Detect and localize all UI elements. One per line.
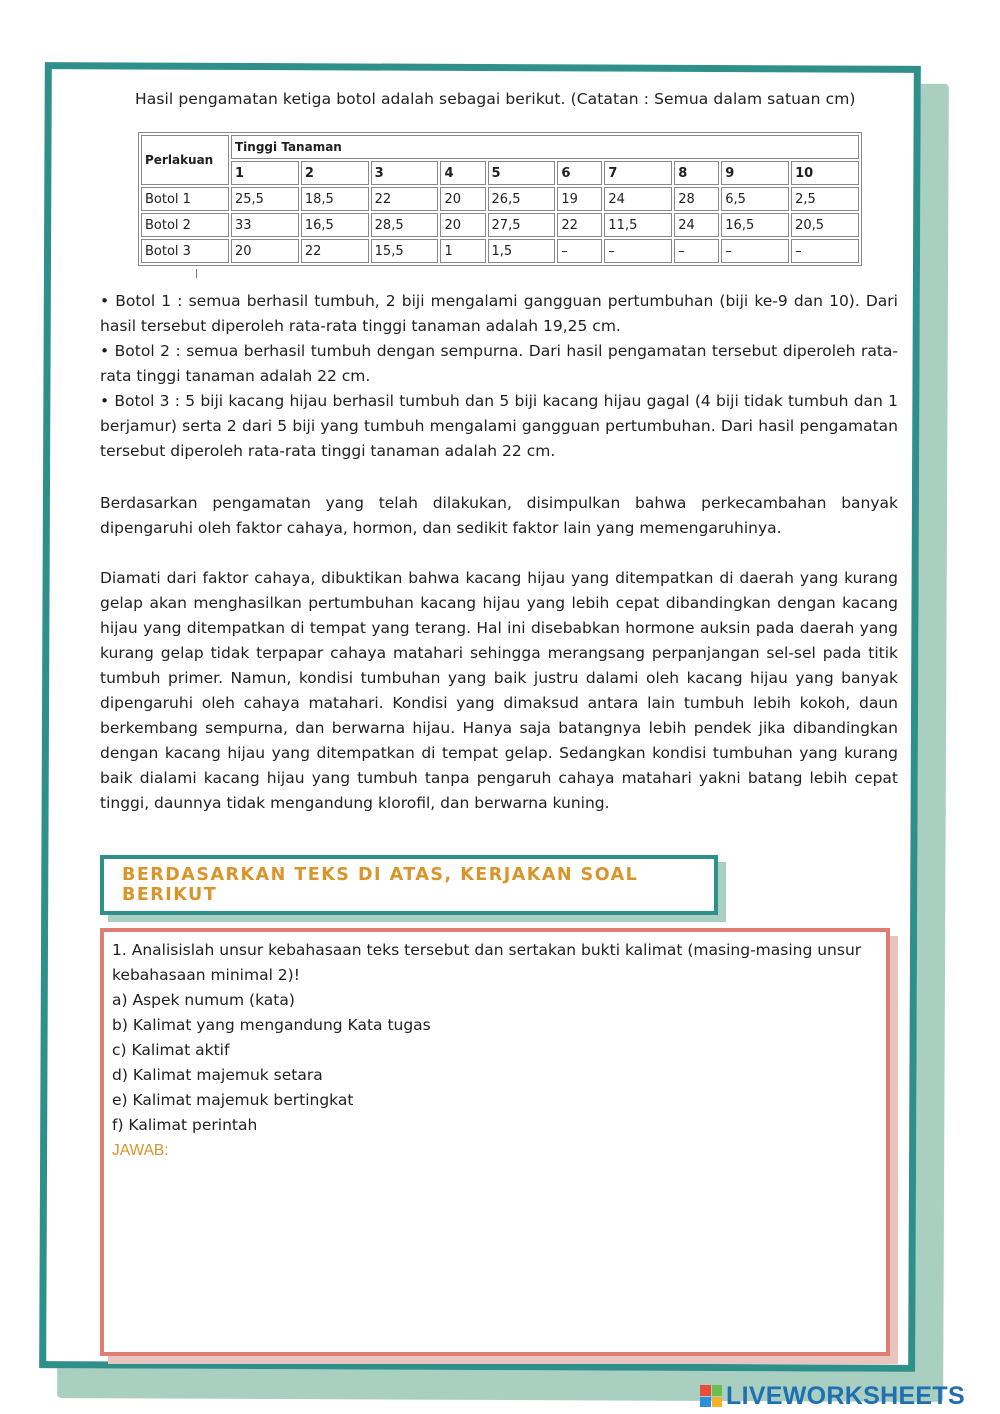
intro-text: Hasil pengamatan ketiga botol adalah sebagai berikut. (Catatan : Semua dalam satuan cm) bbox=[135, 90, 856, 108]
table-cell: – bbox=[721, 239, 789, 263]
liveworksheets-logo-icon bbox=[700, 1385, 722, 1407]
observation-table bbox=[138, 132, 862, 266]
column-header: 1 bbox=[231, 161, 299, 185]
table-cell: 16,5 bbox=[721, 213, 789, 237]
table-cell: 11,5 bbox=[604, 213, 672, 237]
table-cell: 15,5 bbox=[371, 239, 439, 263]
table-tick-mark bbox=[196, 269, 197, 278]
brand-logo bbox=[700, 1382, 965, 1410]
table-cell: 6,5 bbox=[721, 187, 789, 211]
question-item: c) Kalimat aktif bbox=[112, 1041, 230, 1059]
table-cell: 24 bbox=[604, 187, 672, 211]
brand-name: LIVEWORKSHEETS bbox=[726, 1381, 965, 1410]
answer-label: JAWAB: bbox=[112, 1142, 169, 1159]
row-label: Botol 1 bbox=[141, 187, 229, 211]
table-cell: 25,5 bbox=[231, 187, 299, 211]
table-cell: 28,5 bbox=[371, 213, 439, 237]
question-item: b) Kalimat yang mengandung Kata tugas bbox=[112, 1016, 431, 1034]
table-row bbox=[141, 213, 859, 237]
table-cell: 2,5 bbox=[791, 187, 859, 211]
table-cell: 16,5 bbox=[301, 213, 369, 237]
answer-field[interactable] bbox=[112, 1163, 878, 1383]
column-header: 2 bbox=[301, 161, 369, 185]
table-cell: 24 bbox=[674, 213, 719, 237]
table-cell: 26,5 bbox=[488, 187, 556, 211]
table-cell: 28 bbox=[674, 187, 719, 211]
table-cell: 33 bbox=[231, 213, 299, 237]
banner-text: BERDASARKAN TEKS DI ATAS, KERJAKAN SOAL BERIKUT bbox=[122, 865, 639, 905]
table-cell: 20 bbox=[440, 213, 485, 237]
column-header: 3 bbox=[371, 161, 439, 185]
table-row bbox=[141, 187, 859, 211]
question-item: f) Kalimat perintah bbox=[112, 1116, 258, 1134]
conclusion-paragraph: Berdasarkan pengamatan yang telah dilakukan, disimpulkan bahwa perkecambahan banyak dipengaruhi oleh faktor cahaya, hormon, dan sedikit faktor lain yang memengaruhinya. bbox=[100, 494, 898, 537]
table-cell: 20,5 bbox=[791, 213, 859, 237]
table-cell: 19 bbox=[557, 187, 602, 211]
bullet-botol-2: • Botol 2 : semua berhasil tumbuh dengan sempurna. Dari hasil pengamatan tersebut diperoleh rata-rata tinggi tanaman adalah 22 cm. bbox=[100, 342, 898, 385]
table-cell: 20 bbox=[440, 187, 485, 211]
question-item: a) Aspek numum (kata) bbox=[112, 991, 295, 1009]
result-bullets bbox=[100, 289, 898, 464]
row-label: Botol 3 bbox=[141, 239, 229, 263]
row-header: Perlakuan bbox=[141, 135, 229, 185]
column-header: 7 bbox=[604, 161, 672, 185]
question-item: e) Kalimat majemuk bertingkat bbox=[112, 1091, 354, 1109]
table-cell: – bbox=[604, 239, 672, 263]
table-cell: 1 bbox=[440, 239, 485, 263]
question-box bbox=[100, 928, 890, 1356]
column-header-row bbox=[141, 161, 859, 185]
column-header: 5 bbox=[488, 161, 556, 185]
question-item: d) Kalimat majemuk setara bbox=[112, 1066, 323, 1084]
table-cell: 18,5 bbox=[301, 187, 369, 211]
bullet-botol-3: • Botol 3 : 5 biji kacang hijau berhasil tumbuh dan 5 biji kacang hijau gagal (4 biji tidak tumbuh dan 1 berjamur) serta 2 dari 5 biji yang tumbuh mengalami gangguan pertumbuhan. Dari hasil pengamatan tersebut diperoleh rata-rata tinggi tanaman adalah 22 cm. bbox=[100, 392, 898, 460]
light-factor-paragraph: Diamati dari faktor cahaya, dibuktikan bahwa kacang hijau yang ditempatkan di daerah yang kurang gelap akan menghasilkan pertumbuhan kacang hijau yang lebih cepat dibandingkan dengan kacang hijau yang ditempatkan di tempat yang terang. Hal ini disebabkan hormone auksin pada daerah yang kurang gelap tidak terpapar cahaya matahari sehingga merangsang perpanjangan sel-sel pada titik tumbuh primer. Namun, kondisi tumbuhan yang baik justru dalami oleh kacang hijau yang banyak dipengaruhi oleh cahaya matahari. Kondisi yang dimaksud antara lain tumbuh lebih kokoh, daun berkembang sempurna, dan berwarna hijau. Hanya saja batangnya lebih pendek jika dibandingkan dengan kacang hijau yang ditempatkan di tempat gelap. Sedangkan kondisi tumbuhan yang kurang baik dialami kacang hijau yang tumbuh tanpa pengaruh cahaya matahari yakni batang lebih cepat tinggi, daunnya tidak mengandung klorofil, dan berwarna kuning. bbox=[100, 569, 898, 812]
row-label: Botol 2 bbox=[141, 213, 229, 237]
table-cell: – bbox=[674, 239, 719, 263]
column-header: 4 bbox=[440, 161, 485, 185]
table-cell: 22 bbox=[371, 187, 439, 211]
table-cell: – bbox=[557, 239, 602, 263]
column-header: 10 bbox=[791, 161, 859, 185]
column-header: 6 bbox=[557, 161, 602, 185]
bullet-botol-1: • Botol 1 : semua berhasil tumbuh, 2 biji mengalami gangguan pertumbuhan (biji ke-9 dan 10). Dari hasil tersebut diperoleh rata-rata tinggi tanaman adalah 19,25 cm. bbox=[100, 292, 898, 335]
instruction-banner bbox=[100, 855, 718, 915]
group-header: Tinggi Tanaman bbox=[231, 135, 859, 159]
table-cell: 22 bbox=[301, 239, 369, 263]
column-header: 8 bbox=[674, 161, 719, 185]
table-cell: 1,5 bbox=[488, 239, 556, 263]
table-cell: 20 bbox=[231, 239, 299, 263]
table-row bbox=[141, 239, 859, 263]
table-cell: – bbox=[791, 239, 859, 263]
table-cell: 22 bbox=[557, 213, 602, 237]
table-cell: 27,5 bbox=[488, 213, 556, 237]
column-header: 9 bbox=[721, 161, 789, 185]
question-prompt: 1. Analisislah unsur kebahasaan teks tersebut dan sertakan bukti kalimat (masing-masing unsur kebahasaan minimal 2)! bbox=[112, 941, 862, 984]
